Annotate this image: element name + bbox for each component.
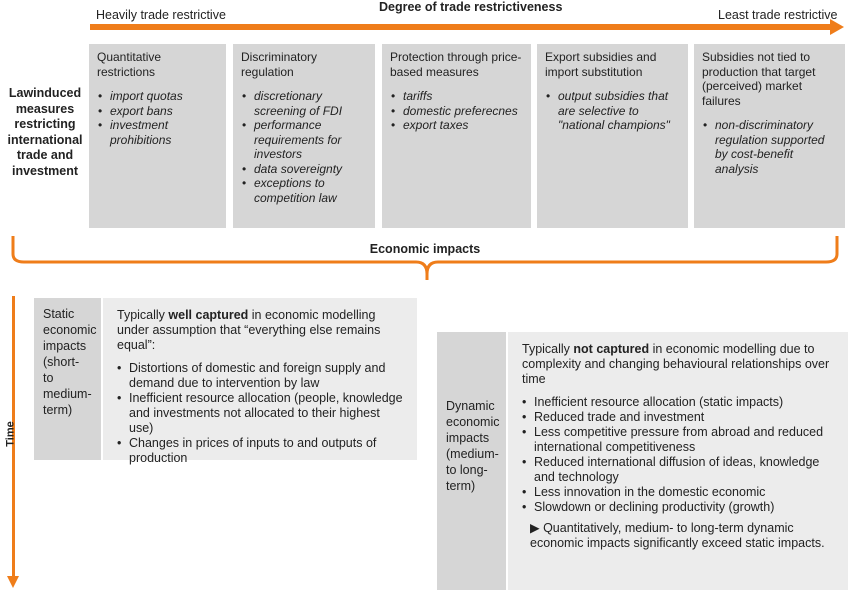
measure-title: Quantitative restrictions — [97, 50, 162, 79]
static-impact-item: • Inefficient resource allocation (people, knowledge and investments not allocated to their highest use) — [117, 391, 403, 436]
measure-title: Subsidies not tied to production that target (perceived) market failures — [702, 50, 816, 108]
time-label: Time — [4, 421, 17, 447]
measure-box-subsidies-not-tied — [694, 44, 845, 228]
measure-item: • data sovereignty — [241, 162, 367, 177]
measure-item: • non-discriminatory regulation supported by cost-benefit analysis — [702, 118, 837, 176]
measure-item: • investment prohibitions — [97, 118, 218, 147]
measure-title: Discriminatory regulation — [241, 50, 318, 79]
measure-title: Export subsidies and import substitution — [545, 50, 657, 79]
impacts-brace — [0, 230, 850, 282]
static-emphasis: well captured — [168, 308, 249, 322]
dynamic-impact-item: • Less competitive pressure from abroad and reduced international competitiveness — [522, 425, 834, 455]
dynamic-impact-item: • Reduced trade and investment — [522, 410, 834, 425]
restrictiveness-arrow-head — [830, 19, 844, 35]
axis-title: Degree of trade restrictiveness — [379, 0, 563, 14]
measure-item: • export taxes — [390, 118, 523, 133]
measure-box-price-based — [382, 44, 531, 228]
time-arrow-head — [7, 576, 19, 588]
dynamic-impacts-label: Dynamic economic impacts (medium- to long-term) — [437, 332, 506, 590]
axis-right-label: Least trade restrictive — [718, 8, 838, 22]
measure-item: • exceptions to competition law — [241, 176, 367, 205]
dynamic-impact-item: • Slowdown or declining productivity (growth) — [522, 500, 834, 515]
dynamic-impact-item: • Inefficient resource allocation (static impacts) — [522, 395, 834, 410]
measure-item: • import quotas — [97, 89, 218, 104]
static-impacts-panel — [103, 298, 417, 465]
measure-item: • domestic preferecnes — [390, 104, 523, 119]
measure-box-quantitative — [89, 44, 226, 228]
measure-item: • export bans — [97, 104, 218, 119]
measure-item: • discretionary screening of FDI — [241, 89, 367, 118]
measure-box-export-subsidies — [537, 44, 688, 228]
measure-box-discriminatory — [233, 44, 375, 228]
measure-item: • output subsidies that are selective to "national champions" — [545, 89, 680, 133]
measure-item: • performance requirements for investors — [241, 118, 367, 162]
dynamic-impacts-panel — [508, 332, 848, 590]
static-impact-item: • Distortions of domestic and foreign supply and demand due to intervention by law — [117, 361, 403, 391]
measure-title: Protection through price-based measures — [390, 50, 522, 79]
restrictiveness-arrow — [90, 24, 832, 30]
measure-item: • tariffs — [390, 89, 523, 104]
static-intro: Typically well captured in economic modelling under assumption that “everything else remains equal”: — [117, 308, 381, 352]
dynamic-conclusion: ▶ Quantitatively, medium- to long-term dynamic economic impacts significantly exceed static impacts. — [530, 521, 825, 550]
row-label: Lawinduced measures restricting international trade and investment — [7, 86, 83, 178]
dynamic-impact-item: • Less innovation in the domestic economic — [522, 485, 834, 500]
dynamic-emphasis: not captured — [573, 342, 650, 356]
economic-impacts-title: Economic impacts — [369, 242, 481, 256]
dynamic-impact-item: • Reduced international diffusion of ideas, knowledge and technology — [522, 455, 834, 485]
static-impact-item: • Changes in prices of inputs to and outputs of production — [117, 436, 403, 466]
static-impacts-label: Static economic impacts (short- to medium-term) — [34, 298, 101, 460]
axis-left-label: Heavily trade restrictive — [96, 8, 226, 22]
dynamic-intro: Typically not captured in economic modelling due to complexity and changing behavioural relationships over time — [522, 342, 830, 386]
